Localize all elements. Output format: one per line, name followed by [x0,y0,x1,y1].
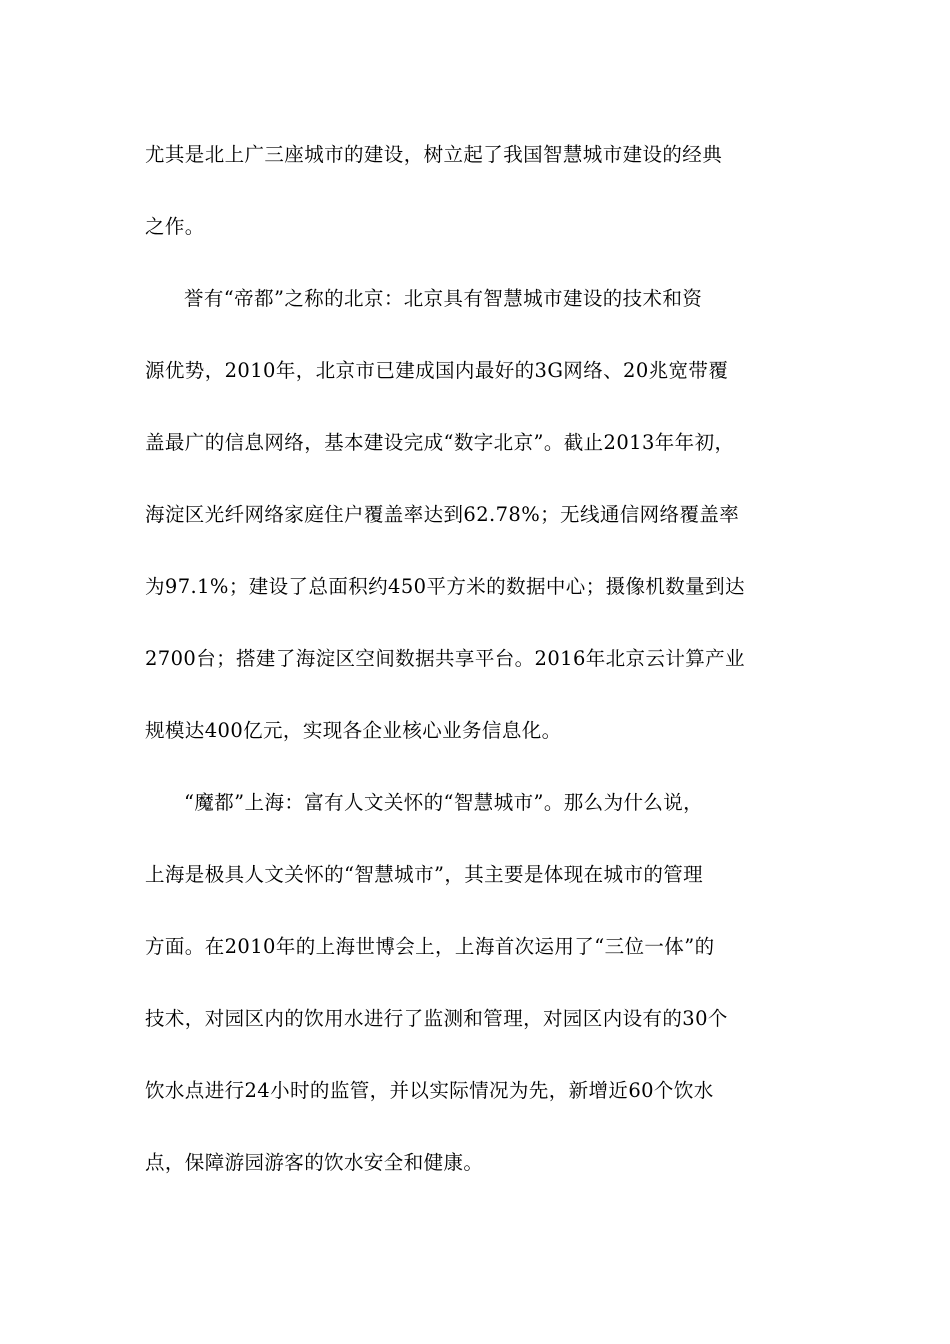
text-line: 规模达400亿元，实现各企业核心业务信息化。 [145,719,562,742]
text-line: 点，保障游园游客的饮水安全和健康。 [145,1151,484,1174]
text-line: 为97.1%；建设了总面积约450平方米的数据中心；摄像机数量到达 [145,575,745,598]
paragraph-first-line: 誉有“帝都”之称的北京：北京具有智慧城市建设的技术和资 [184,287,703,310]
text-line: 尤其是北上广三座城市的建设，树立起了我国智慧城市建设的经典 [145,143,723,166]
text-line: 2700台；搭建了海淀区空间数据共享平台。2016年北京云计算产业 [145,647,745,670]
text-line: 盖最广的信息网络，基本建设完成“数字北京”。截止2013年年初， [145,431,735,454]
text-line: 技术，对园区内的饮用水进行了监测和管理，对园区内设有的30个 [145,1007,728,1030]
text-line: 之作。 [145,215,205,238]
text-line: 海淀区光纤网络家庭住户覆盖率达到62.78%；无线通信网络覆盖率 [145,503,740,526]
text-line: 上海是极具人文关怀的“智慧城市”，其主要是体现在城市的管理 [145,863,704,886]
text-line: 饮水点进行24小时的监管，并以实际情况为先，新增近60个饮水 [145,1079,714,1102]
paragraph-first-line: “魔都”上海：富有人文关怀的“智慧城市”。那么为什么说， [184,791,704,814]
text-line: 方面。在2010年的上海世博会上，上海首次运用了“三位一体”的 [145,935,715,958]
text-line: 源优势，2010年，北京市已建成国内最好的3G网络、20兆宽带覆 [145,359,729,382]
